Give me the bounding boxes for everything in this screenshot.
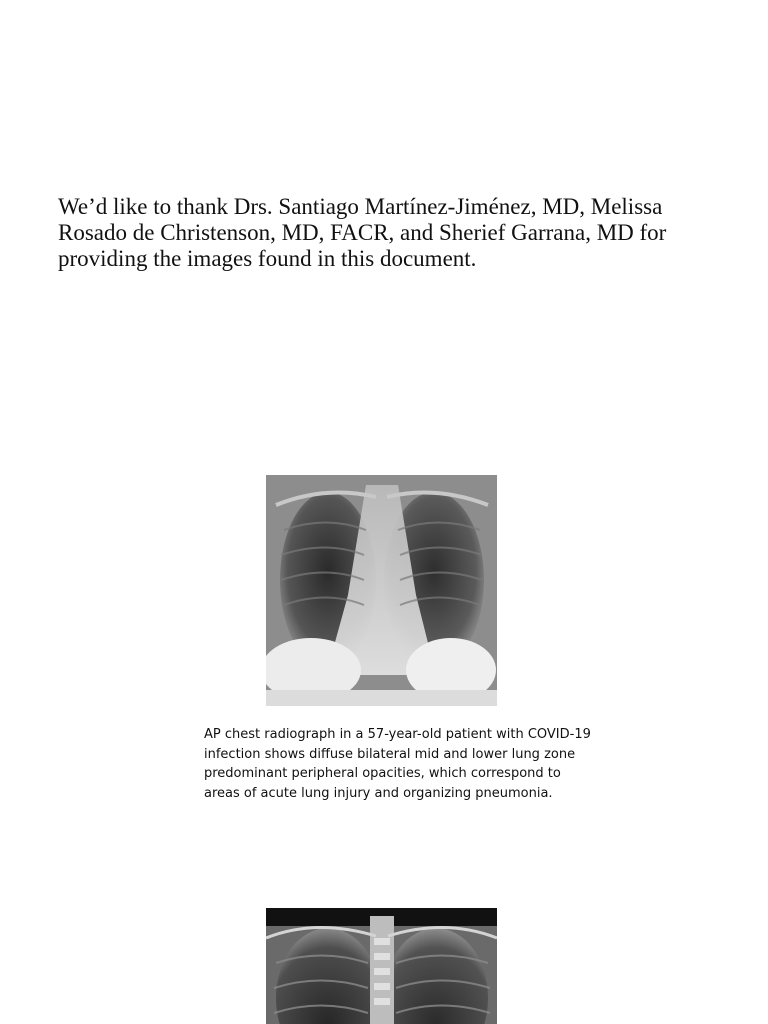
chest-xray-image-graphic: [266, 908, 497, 1024]
acknowledgement-line: We’d like to thank Drs. Santiago Martínez-Jiménez, MD, Melissa: [58, 194, 663, 219]
figure-caption: [204, 725, 604, 803]
caption-line: infection shows diffuse bilateral mid and lower lung zone: [204, 746, 576, 762]
caption-line: areas of acute lung injury and organizing pneumonia.: [204, 785, 553, 801]
caption-line: predominant peripheral opacities, which correspond to: [204, 766, 561, 781]
caption-line: AP chest radiograph in a 57-year-old patient with COVID-19: [204, 727, 591, 742]
chest-xray-image-graphic: [266, 475, 497, 706]
acknowledgement-line: providing the images found in this document.: [58, 246, 477, 271]
acknowledgement-paragraph: [58, 194, 748, 272]
chest-xray-image: [266, 908, 497, 1024]
chest-xray-image: [266, 475, 497, 706]
acknowledgement-line: Rosado de Christenson, MD, FACR, and Sherief Garrana, MD for: [58, 220, 667, 245]
